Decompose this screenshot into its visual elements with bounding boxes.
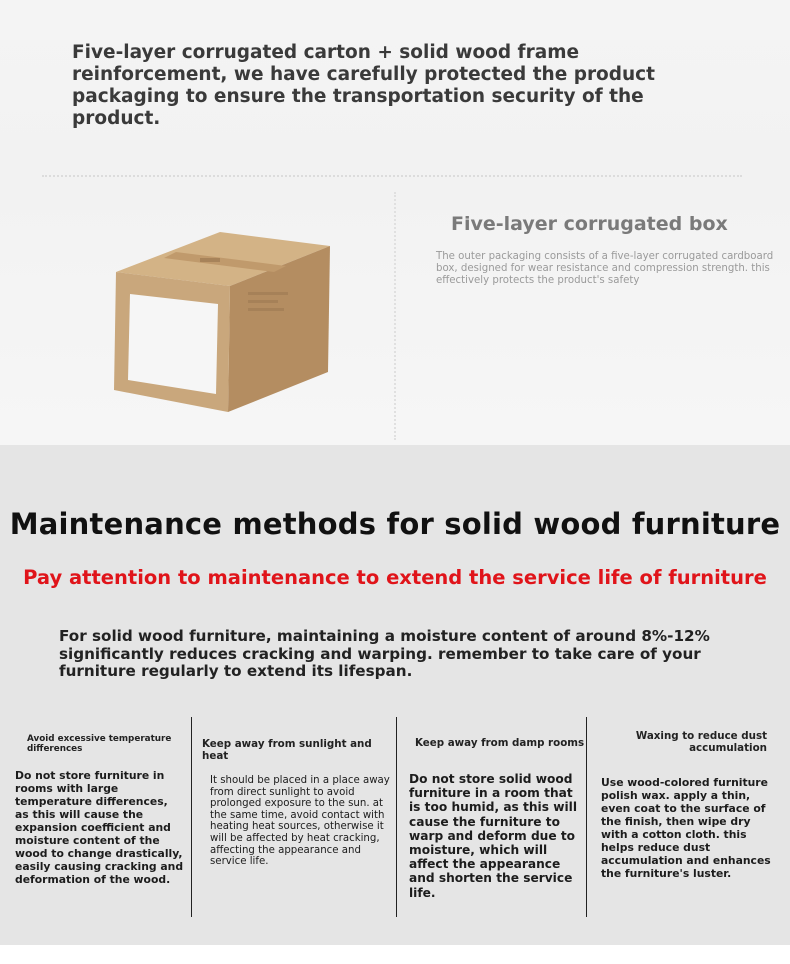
packaging-intro: Five-layer corrugated carton + solid wood frame reinforcement, we have carefully protected the product packaging to ensure the transportation security of the product. bbox=[72, 42, 655, 129]
tip-body-waxing: Use wood-colored furniture polish wax. apply a thin, even coat to the surface of the finish, then wipe dry with a cotton cloth. this helps reduce dust accumulation and enhances the furniture's luster. bbox=[601, 776, 771, 880]
maintenance-title: Maintenance methods for solid wood furniture bbox=[9, 507, 781, 541]
column-divider bbox=[396, 717, 397, 917]
maintenance-subtitle: Pay attention to maintenance to extend the service life of furniture bbox=[23, 566, 767, 589]
tip-heading-damp: Keep away from damp rooms bbox=[415, 737, 585, 749]
dotted-divider bbox=[42, 175, 742, 177]
tip-body-damp: Do not store solid wood furniture in a room that is too humid, as this will cause the furniture to warp and deform due to moisture, which will affect the appearance and shorten the service life. bbox=[409, 772, 578, 900]
maintenance-intro: For solid wood furniture, maintaining a moisture content of around 8%-12% significantly reduces cracking and warping. remember to take care of your furniture regularly to extend its lifespan. bbox=[59, 627, 710, 680]
dotted-column-divider bbox=[394, 192, 396, 440]
box-description: The outer packaging consists of a five-layer corrugated cardboard box, designed for wear resistance and compression strength. this effectively protects the product's safety bbox=[436, 251, 774, 286]
box-title: Five-layer corrugated box bbox=[451, 213, 728, 235]
tip-heading-temperature: Avoid excessive temperature differences bbox=[27, 734, 172, 754]
tip-body-sunlight: It should be placed in a place away from direct sunlight to avoid prolonged exposure to the sun. at the same time, avoid contact with heating heat sources, otherwise it will be affected by heat cracking, affecting the appearance and service life. bbox=[210, 775, 390, 868]
tip-body-temperature: Do not store furniture in rooms with large temperature differences, as this will cause the expansion coefficient and moisture content of the wood to change drastically, easily causing cracking and deformation of the wood. bbox=[15, 769, 184, 886]
column-divider bbox=[586, 717, 587, 917]
tip-heading-waxing: Waxing to reduce dust accumulation bbox=[635, 730, 767, 754]
corrugated-box-image bbox=[108, 222, 340, 414]
tip-heading-sunlight: Keep away from sunlight and heat bbox=[202, 738, 372, 762]
column-divider bbox=[191, 717, 192, 917]
